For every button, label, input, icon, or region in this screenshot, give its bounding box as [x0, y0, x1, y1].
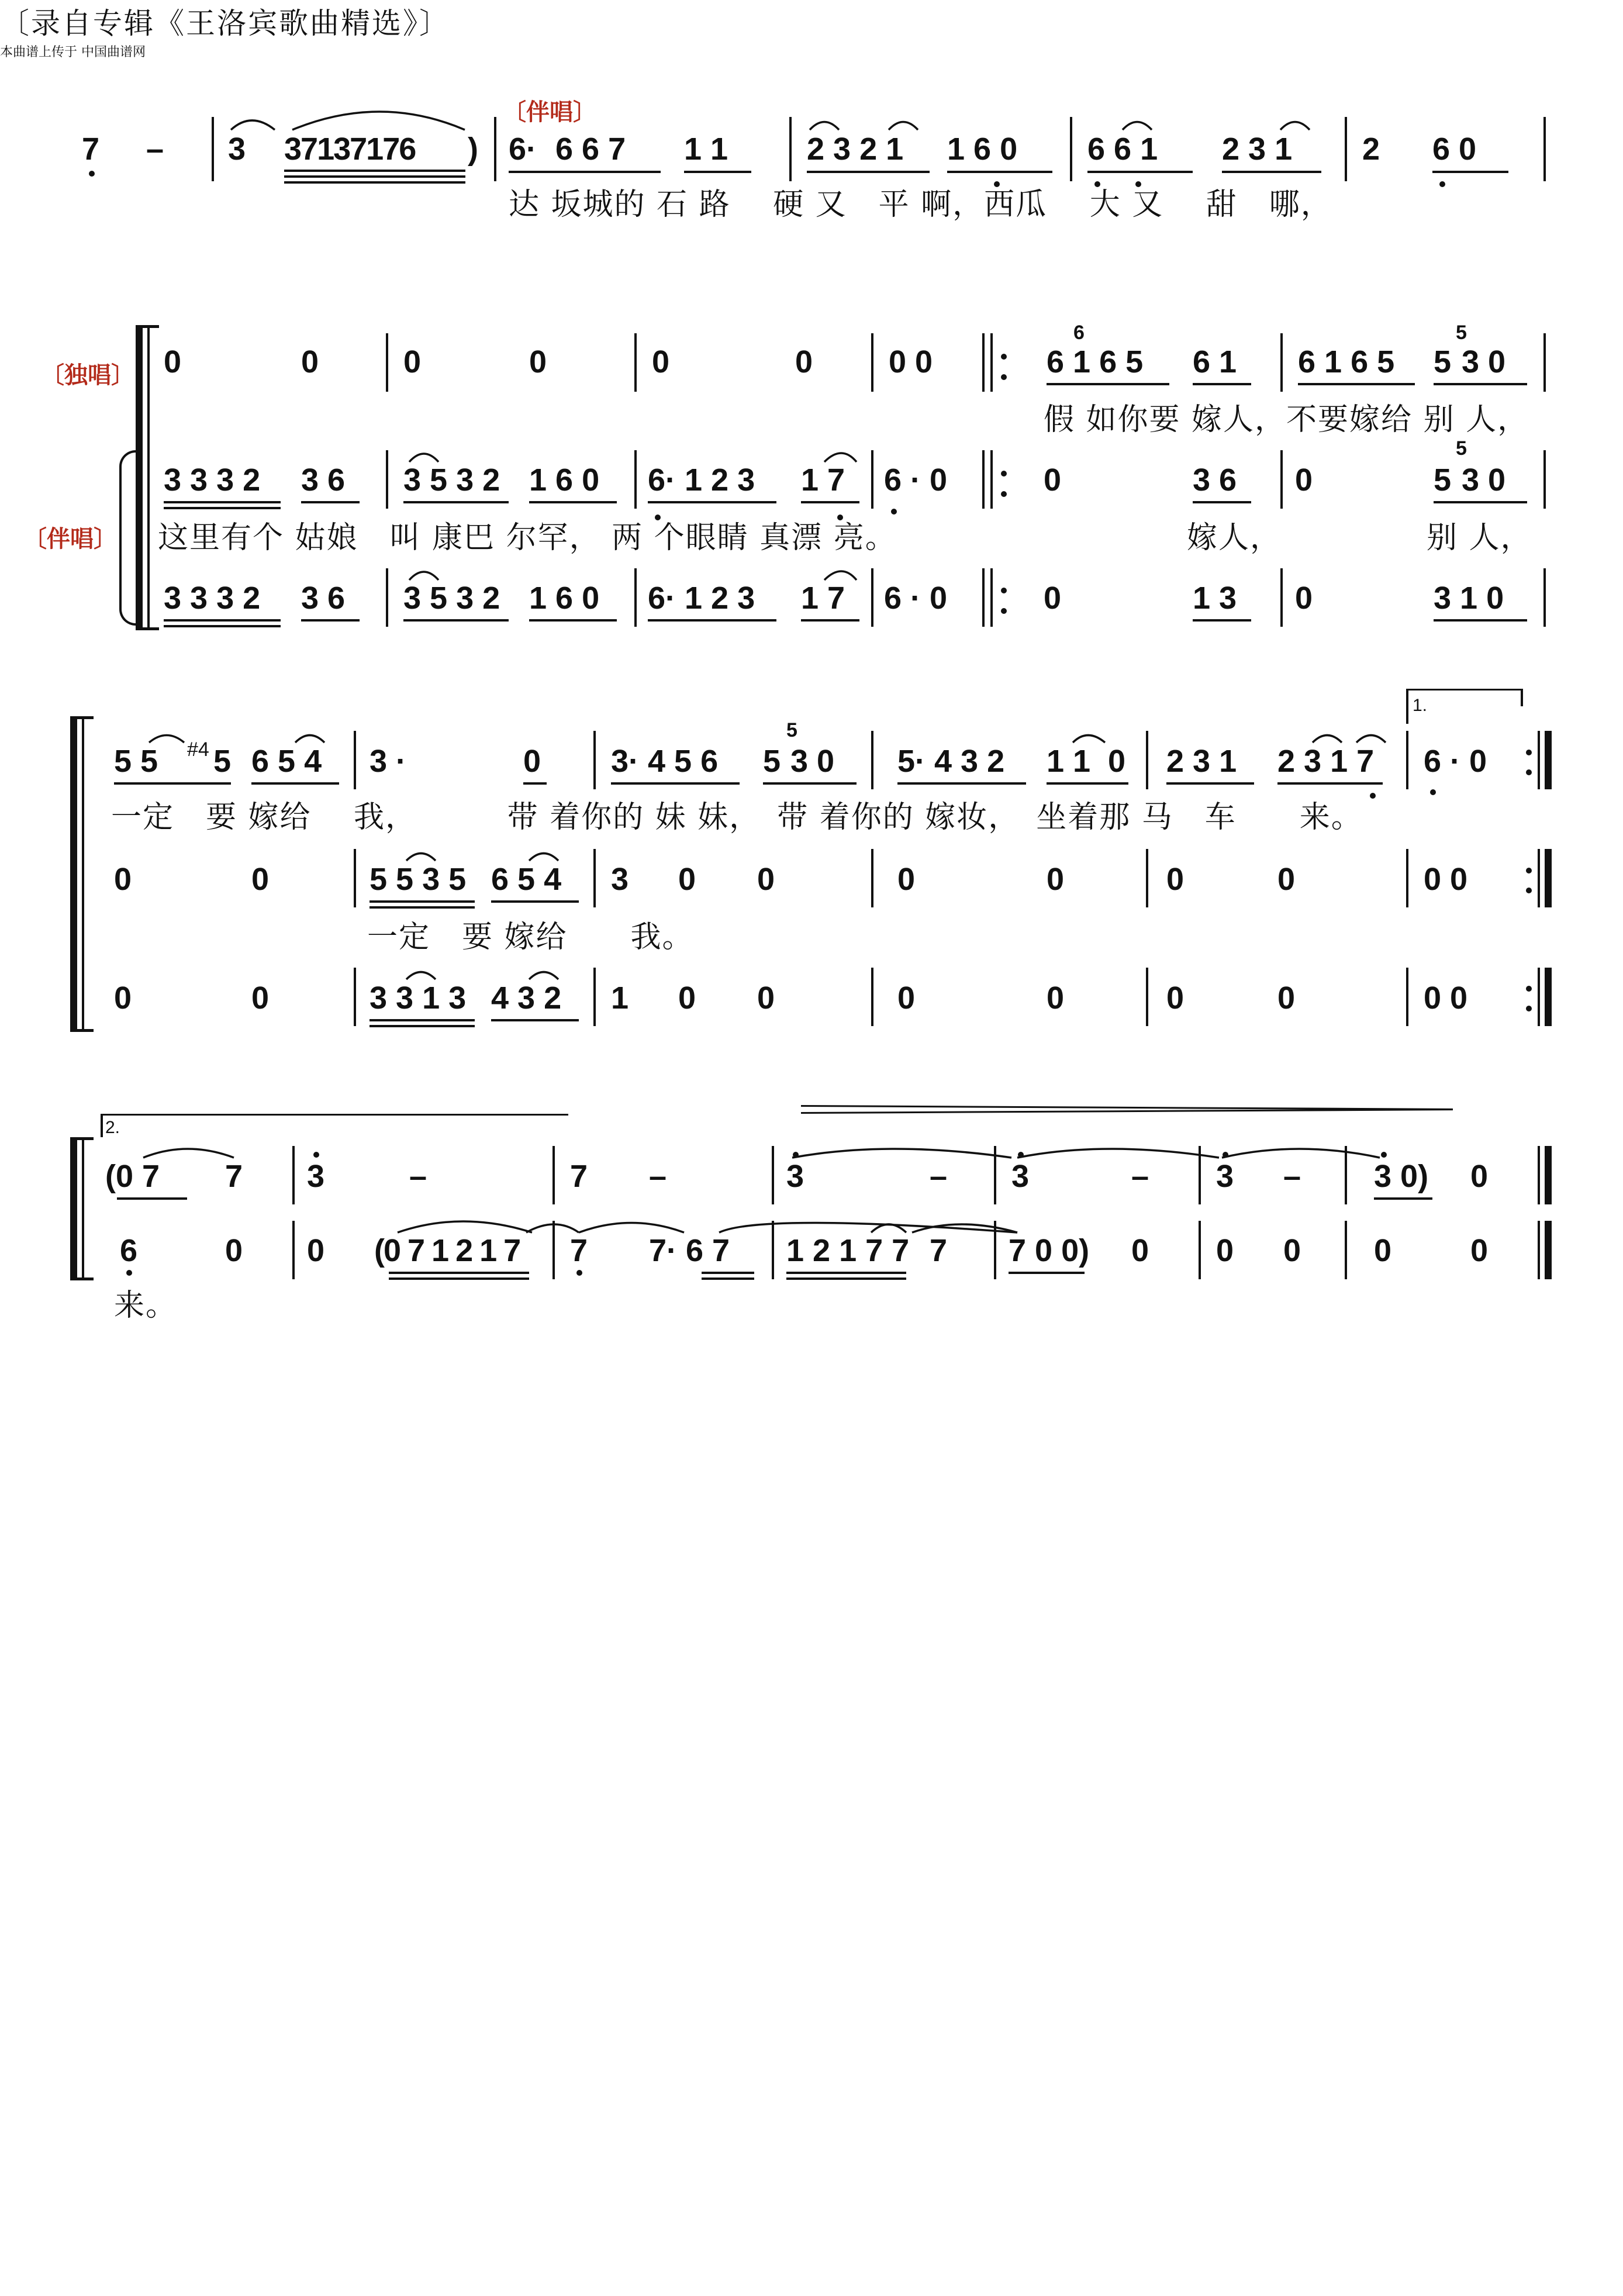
upload-footer: 本曲谱上传于 中国曲谱网: [0, 45, 146, 60]
dash: –: [649, 1159, 667, 1194]
rest: 0: [1295, 462, 1313, 498]
note-group: 2 3 1 7: [1277, 744, 1375, 779]
rest: 0: [307, 1233, 325, 1268]
dash: –: [930, 1159, 948, 1194]
note-group: 7· 6 7: [649, 1233, 730, 1268]
note: 7: [225, 1159, 243, 1194]
note: 3: [611, 862, 629, 897]
note-group: 6 5 4: [251, 744, 322, 779]
note: 3: [307, 1159, 325, 1194]
chorus-lyrics: 这里有个 姑娘 叫 康巴 尔罕， 两 个眼睛 真漂 亮。: [158, 520, 897, 555]
dash: –: [1283, 1159, 1301, 1194]
note-group: 2 3 2 1: [807, 132, 904, 167]
note-group: 3 6: [301, 581, 346, 616]
rest: 0: [1295, 581, 1313, 616]
note: 7: [82, 132, 100, 167]
chorus-lyrics: 一定 要 嫁给 我。: [367, 920, 694, 955]
rest: 0: [897, 862, 916, 897]
rest: 0 0: [1424, 980, 1468, 1016]
note-group: 1 6 0: [529, 581, 600, 616]
note-group: 3 0): [1374, 1159, 1429, 1194]
note: 5: [1434, 462, 1452, 498]
grace-note: 5: [1456, 322, 1467, 344]
note-group: (0 7: [105, 1159, 160, 1194]
ending-number: 2.: [105, 1118, 120, 1137]
rest: 0: [1283, 1233, 1301, 1268]
grace-note: 5: [1456, 437, 1467, 460]
note-group: 6 5 4: [491, 862, 562, 897]
note-group: 6 · 0: [884, 462, 948, 498]
note: 3 ·: [370, 744, 407, 779]
note: 6·: [509, 132, 537, 167]
note: 5: [1434, 344, 1452, 379]
rest: 0: [523, 744, 541, 779]
rest: 0: [757, 862, 775, 897]
grace-note: 5: [786, 719, 797, 741]
note-group: 3 5 3 2: [403, 581, 500, 616]
note-group: 6· 1 2 3: [648, 462, 755, 498]
rest: 0: [1044, 462, 1062, 498]
note: 2: [1362, 132, 1380, 167]
note: 1: [611, 980, 629, 1016]
note-group: 2 3 1: [1166, 744, 1237, 779]
sharp-note: #4: [187, 738, 209, 761]
solo-label: 〔独唱〕: [41, 362, 134, 389]
note-group: 3 0: [1462, 344, 1506, 379]
rest: 0: [114, 862, 132, 897]
rest: 0: [1470, 1159, 1489, 1194]
note-group: 3 6: [301, 462, 346, 498]
note-group: 6 1 6 5: [1298, 344, 1395, 379]
note-group: 1 1: [684, 132, 728, 167]
lyrics-line: 达 坂城的 石 路 硬 又 平 啊，西瓜 大 又 甜 哪，: [509, 187, 1332, 222]
rest: 0: [1216, 1233, 1234, 1268]
rest: 0: [251, 980, 270, 1016]
note-group: 6 1: [1193, 344, 1237, 379]
rest: 0: [251, 862, 270, 897]
note: 7: [930, 1233, 948, 1268]
rest: 0: [1470, 1233, 1489, 1268]
note-group: 6 6 7: [555, 132, 626, 167]
note-group: 1 6 0: [947, 132, 1018, 167]
rest: 0: [1131, 1233, 1149, 1268]
note: 7: [570, 1159, 588, 1194]
rest: 0: [403, 344, 422, 379]
note-group: 4 3 2: [491, 980, 562, 1016]
dash: –: [1131, 1159, 1149, 1194]
note-group: 5 5 3 5: [370, 862, 467, 897]
rest: 0: [652, 344, 670, 379]
note-group: 3 5 3 2: [403, 462, 500, 498]
rest: 0: [795, 344, 813, 379]
note-group: 5 5: [114, 744, 158, 779]
rest: 0: [164, 344, 182, 379]
note: 7: [570, 1233, 588, 1268]
rest: 0 0: [1424, 862, 1468, 897]
note-group: 1 7: [801, 462, 845, 498]
note-group: 2 3 1: [1222, 132, 1293, 167]
note-group: 1 3: [1193, 581, 1237, 616]
solo-lyrics: 一定 要 嫁给 我， 带 着你的 妹 妹， 带 着你的 嫁妆， 坐着那 马 车 来。: [111, 800, 1363, 835]
note-group: 37137176: [284, 132, 416, 167]
rest: 0 0: [889, 344, 933, 379]
note-group: 5· 4 3 2: [897, 744, 1005, 779]
note-group: 6· 1 2 3: [648, 581, 755, 616]
dash: –: [146, 132, 164, 167]
rest: 0: [1277, 862, 1296, 897]
note-group: 6 0: [1432, 132, 1477, 167]
note-group: 3 3 1 3: [370, 980, 467, 1016]
note-group: 6 1 6 5: [1047, 344, 1144, 379]
chorus-lyrics: 嫁人，: [1187, 520, 1282, 555]
note-group: 7 0 0): [1009, 1233, 1090, 1268]
ending-number: 1.: [1413, 696, 1428, 715]
note: 3: [786, 1159, 804, 1194]
note-group: 6 · 0: [1424, 744, 1487, 779]
rest: 0: [301, 344, 319, 379]
rest: 0: [757, 980, 775, 1016]
note: 3: [1011, 1159, 1030, 1194]
note-group: 3· 4 5 6: [611, 744, 719, 779]
chorus-lyrics: 别 人，: [1427, 520, 1532, 555]
rest: 0: [897, 980, 916, 1016]
note-group: 3 0: [790, 744, 835, 779]
final-lyrics: 来。: [114, 1288, 178, 1323]
note-group: 6 · 0: [884, 581, 948, 616]
source-credit: 〔录自专辑《王洛宾歌曲精选》〕: [0, 6, 450, 40]
note-group: 1 2 1 7 7: [786, 1233, 910, 1268]
note-group: (0 7 1 2 1 7: [374, 1233, 520, 1268]
note: 6: [120, 1233, 138, 1268]
paren: ): [468, 132, 478, 167]
note: 5: [213, 744, 232, 779]
solo-lyrics: 假 如你要 嫁人，不要嫁给 别 人，: [1044, 402, 1529, 437]
rest: 0: [1374, 1233, 1392, 1268]
rest: 0: [1277, 980, 1296, 1016]
note-group: 1 1: [1047, 744, 1091, 779]
rest: 0: [1047, 980, 1065, 1016]
rest: 0: [114, 980, 132, 1016]
note: 3: [228, 132, 246, 167]
note: 5: [763, 744, 781, 779]
chorus-label-top: 〔伴唱〕: [503, 99, 596, 126]
note-group: 1 7: [801, 581, 845, 616]
rest: 0: [1108, 744, 1126, 779]
rest: 0: [1166, 862, 1185, 897]
rest: 0: [1044, 581, 1062, 616]
note-group: 1 6 0: [529, 462, 600, 498]
note-group: 3 6: [1193, 462, 1237, 498]
note: 3: [1216, 1159, 1234, 1194]
rest: 0: [678, 862, 696, 897]
note-group: 3 3 3 2: [164, 462, 261, 498]
note-group: 3 1 0: [1434, 581, 1504, 616]
note-group: 3 0: [1462, 462, 1506, 498]
rest: 0: [529, 344, 547, 379]
grace-note: 6: [1073, 322, 1085, 344]
rest: 0: [225, 1233, 243, 1268]
rest: 0: [1166, 980, 1185, 1016]
note-group: 3 3 3 2: [164, 581, 261, 616]
chorus-label: 〔伴唱〕: [23, 526, 117, 553]
dash: –: [409, 1159, 427, 1194]
note-group: 6 6 1: [1087, 132, 1158, 167]
rest: 0: [1047, 862, 1065, 897]
rest: 0: [678, 980, 696, 1016]
